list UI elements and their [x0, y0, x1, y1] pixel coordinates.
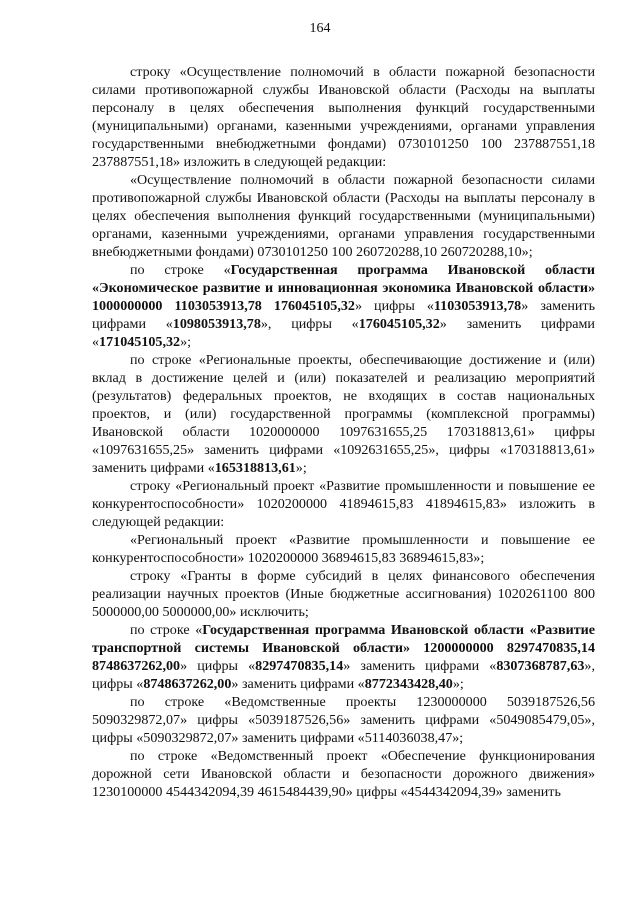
- paragraph: по строке «Государственная программа Ивановской области «Экономическое развитие и инновационная экономика Ивановской области» 1000000000 1103053913,78 176045105,32» цифры «1103053913,78» заменить цифрами «1098053913,78», цифры «176045105,32» заменить цифрами «171045105,32»;: [92, 262, 595, 350]
- paragraph: по строке «Ведомственный проект «Обеспечение функционирования дорожной сети Ивановской области и безопасности дорожного движения» 1230100000 4544342094,39 4615484439,90» цифры «4544342094,39» заменить: [92, 748, 595, 800]
- paragraph: строку «Региональный проект «Развитие промышленности и повышение ее конкурентоспособности» 1020200000 41894615,83 41894615,83» изложить в следующей редакции:: [92, 478, 595, 530]
- paragraph: по строке «Региональные проекты, обеспечивающие достижение и (или) вклад в достижение целей и (или) показателей и реализацию мероприятий (результатов) федеральных проектов, не входящих в состав национальных проектов, и (или) государственной программы (комплексной программы) Ивановской области 1020000000 1097631655,25 170318813,61» цифры «1097631655,25» заменить цифрами «1092631655,25», цифры «170318813,61» заменить цифрами «165318813,61»;: [92, 352, 595, 476]
- paragraph: «Осуществление полномочий в области пожарной безопасности силами противопожарной службы Ивановской области (Расходы на выплаты персоналу в целях обеспечения выполнения функций государственными (муниципальными) органами, казенными учреждениями, органами управления государственными внебюджетными фондами) 0730101250 100 260720288,10 260720288,10»;: [92, 172, 595, 260]
- document-body: [92, 63, 595, 801]
- paragraph: «Региональный проект «Развитие промышленности и повышение ее конкурентоспособности» 1020200000 36894615,83 36894615,83»;: [92, 532, 595, 566]
- paragraph: строку «Гранты в форме субсидий в целях финансового обеспечения реализации научных проектов (Иные бюджетные ассигнования) 1020261100 800 5000000,00 5000000,00» исключить;: [92, 568, 595, 620]
- paragraph: по строке «Государственная программа Ивановской области «Развитие транспортной системы Ивановской области» 1200000000 8297470835,14 8748637262,00» цифры «8297470835,14» заменить цифрами «8307368787,63», цифры «8748637262,00» заменить цифрами «8772343428,40»;: [92, 622, 595, 692]
- page-number: 164: [309, 21, 331, 36]
- paragraph: по строке «Ведомственные проекты 1230000000 5039187526,56 5090329872,07» цифры «5039187526,56» заменить цифрами «5049085479,05», цифры «5090329872,07» заменить цифрами «5114036038,47»;: [92, 694, 595, 746]
- paragraph: строку «Осуществление полномочий в области пожарной безопасности силами противопожарной службы Ивановской области (Расходы на выплаты персоналу в целях обеспечения выполнения функций государственными (муниципальными) органами, казенными учреждениями, органами управления государственными внебюджетными фондами) 0730101250 100 237887551,18 237887551,18» изложить в следующей редакции:: [92, 64, 595, 170]
